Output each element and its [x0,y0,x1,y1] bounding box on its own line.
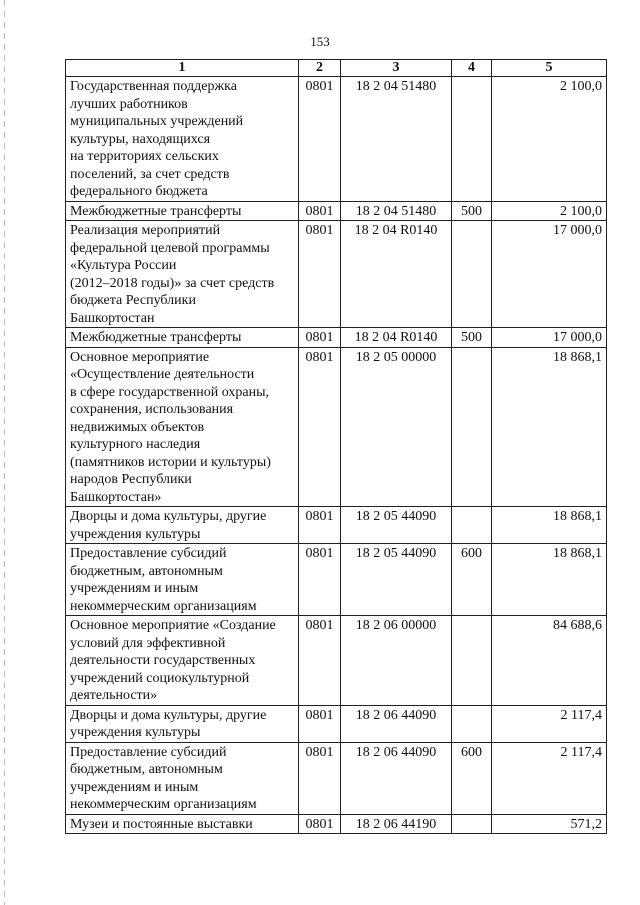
row-amount-cell: 2 100,0 [492,77,607,202]
header-row [66,60,607,77]
row-amount-cell: 2 117,4 [492,742,607,814]
header-col-5: 5 [492,60,607,77]
row-amount-cell: 18 868,1 [492,544,607,616]
table-row [66,544,607,616]
row-section-cell: 0801 [299,328,341,348]
row-csr-cell: 18 2 05 44090 [341,544,452,616]
row-vr-cell [452,616,492,706]
header-col-1: 1 [66,60,299,77]
row-csr-cell: 18 2 04 R0140 [341,221,452,328]
table-row [66,347,607,507]
row-section-cell: 0801 [299,507,341,544]
row-vr-cell [452,814,492,834]
row-name-cell: Реализация мероприятий федеральной целевой программы «Культура России (2012–2018 годы)» за счет средств бюджета Республики Башкортостан [66,221,299,328]
table-row [66,705,607,742]
row-section-cell: 0801 [299,814,341,834]
table-row [66,201,607,221]
row-vr-cell [452,347,492,507]
row-section-cell: 0801 [299,705,341,742]
row-amount-cell: 571,2 [492,814,607,834]
row-csr-cell: 18 2 04 51480 [341,77,452,202]
budget-table [65,59,607,834]
row-section-cell: 0801 [299,616,341,706]
header-col-3: 3 [341,60,452,77]
row-section-cell: 0801 [299,221,341,328]
row-name-cell: Музеи и постоянные выставки [66,814,299,834]
row-amount-cell: 84 688,6 [492,616,607,706]
table-row [66,616,607,706]
row-amount-cell: 2 100,0 [492,201,607,221]
row-vr-cell [452,705,492,742]
row-name-cell: Государственная поддержка лучших работников муниципальных учреждений культуры, находящихся на территориях сельских поселений, за счет средств федерального бюджета [66,77,299,202]
row-csr-cell: 18 2 06 00000 [341,616,452,706]
row-amount-cell: 17 000,0 [492,328,607,348]
row-csr-cell: 18 2 06 44190 [341,814,452,834]
row-vr-cell: 600 [452,544,492,616]
row-csr-cell: 18 2 06 44090 [341,705,452,742]
row-name-cell: Основное мероприятие «Осуществление деятельности в сфере государственной охраны, сохранения, использования недвижимых объектов культурного наследия (памятников истории и культуры) народов Республики Башкортостан» [66,347,299,507]
header-col-4: 4 [452,60,492,77]
row-vr-cell: 600 [452,742,492,814]
row-name-cell: Предоставление субсидий бюджетным, автономным учреждениям и иным некоммерческим организациям [66,742,299,814]
row-vr-cell [452,507,492,544]
row-csr-cell: 18 2 06 44090 [341,742,452,814]
table-header [66,60,607,77]
header-col-2: 2 [299,60,341,77]
table-row [66,814,607,834]
row-csr-cell: 18 2 04 R0140 [341,328,452,348]
row-section-cell: 0801 [299,77,341,202]
scan-edge [4,0,5,905]
row-section-cell: 0801 [299,544,341,616]
row-csr-cell: 18 2 05 00000 [341,347,452,507]
row-name-cell: Основное мероприятие «Создание условий для эффективной деятельности государственных учреждений социокультурной деятельности» [66,616,299,706]
row-vr-cell [452,221,492,328]
table-body [66,77,607,834]
row-amount-cell: 2 117,4 [492,705,607,742]
row-vr-cell: 500 [452,328,492,348]
row-vr-cell: 500 [452,201,492,221]
row-name-cell: Предоставление субсидий бюджетным, автономным учреждениям и иным некоммерческим организациям [66,544,299,616]
row-name-cell: Дворцы и дома культуры, другие учреждения культуры [66,507,299,544]
table-row [66,328,607,348]
row-amount-cell: 18 868,1 [492,347,607,507]
row-vr-cell [452,77,492,202]
table-row [66,742,607,814]
row-section-cell: 0801 [299,742,341,814]
row-csr-cell: 18 2 04 51480 [341,201,452,221]
row-name-cell: Межбюджетные трансферты [66,328,299,348]
table-row [66,77,607,202]
page-number: 153 [310,34,330,49]
row-amount-cell: 18 868,1 [492,507,607,544]
row-name-cell: Дворцы и дома культуры, другие учреждения культуры [66,705,299,742]
row-section-cell: 0801 [299,201,341,221]
row-name-cell: Межбюджетные трансферты [66,201,299,221]
row-section-cell: 0801 [299,347,341,507]
row-amount-cell: 17 000,0 [492,221,607,328]
table-row [66,507,607,544]
table-row [66,221,607,328]
row-csr-cell: 18 2 05 44090 [341,507,452,544]
